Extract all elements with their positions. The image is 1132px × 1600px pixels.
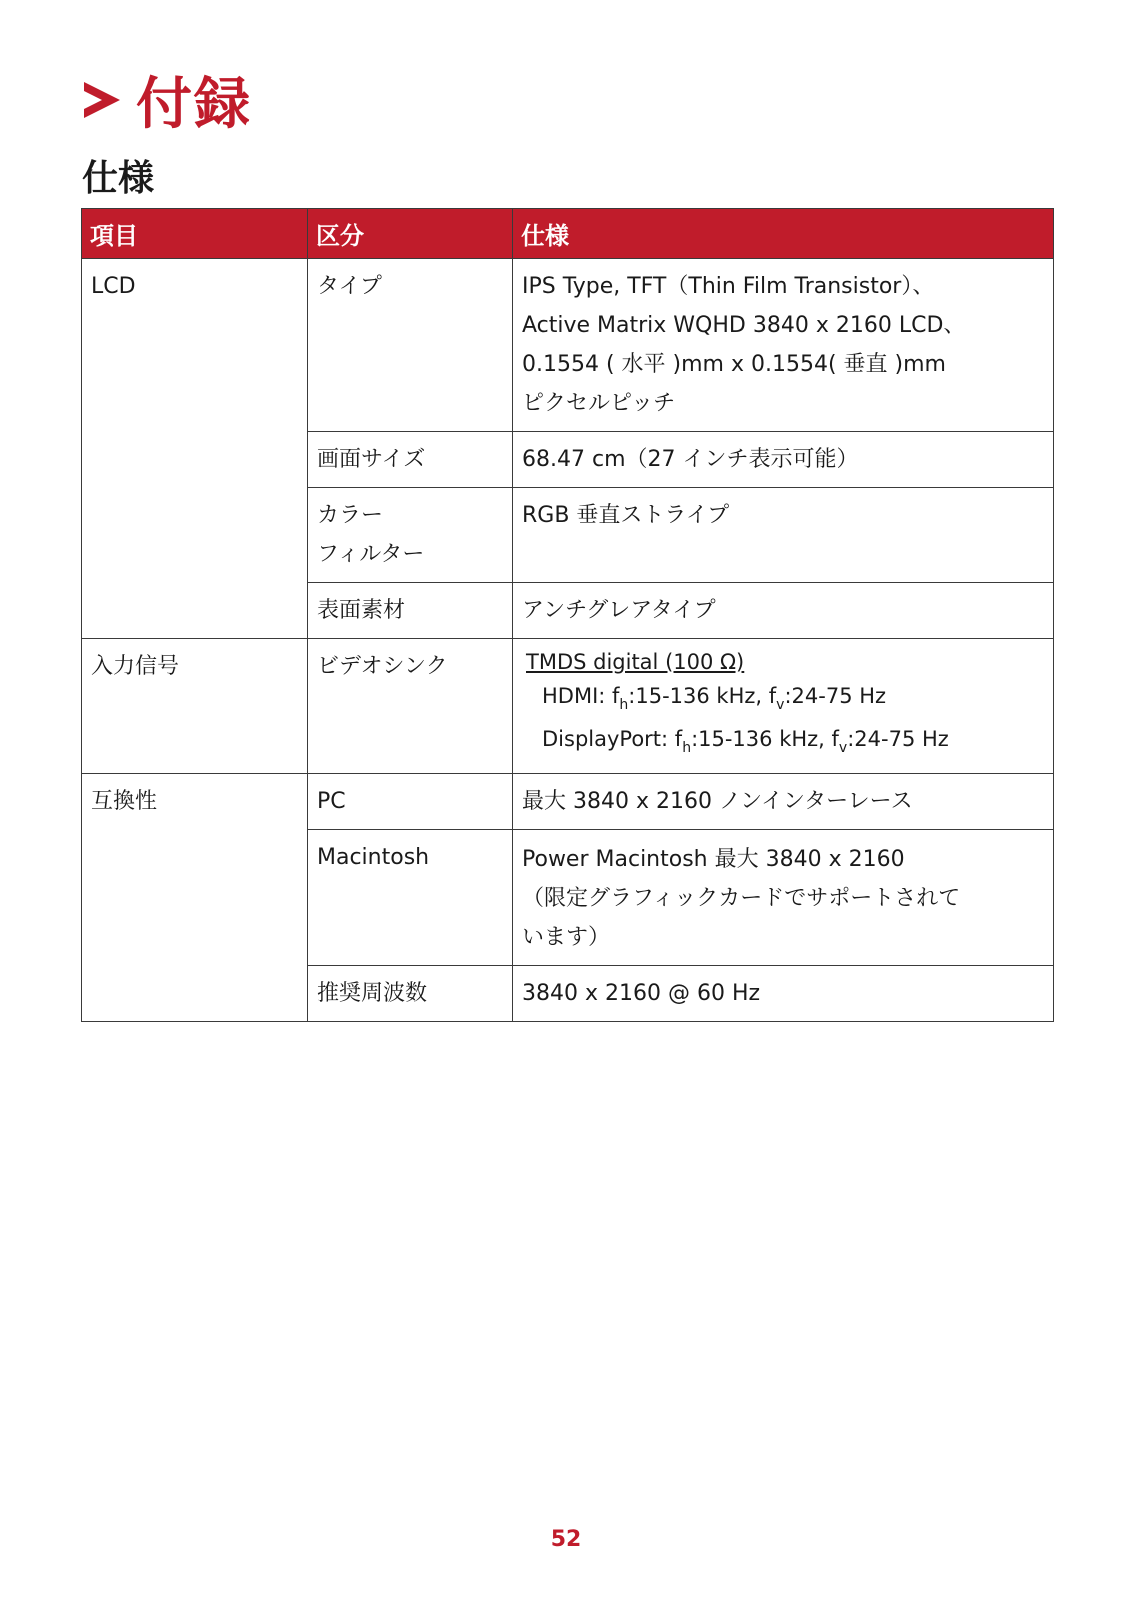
row-label-color-filter: [308, 488, 513, 583]
row-value-recommended: 3840 x 2160 @ 60 Hz: [513, 966, 1054, 1022]
row-value-pc: 最大 3840 x 2160 ノンインターレース: [513, 774, 1054, 830]
row-label-surface: 表面素材: [308, 583, 513, 639]
color-filter-label-line: フィルター: [317, 542, 425, 567]
type-line: IPS Type, TFT（Thin Film Transistor）、: [522, 274, 935, 299]
displayport-prefix: DisplayPort: f: [542, 727, 683, 751]
hdmi-v-range: :24-75 Hz: [784, 684, 887, 708]
row-value-screen-size: 68.47 cm（27 インチ表示可能）: [513, 432, 1054, 488]
page-title: 付録: [136, 72, 252, 137]
table-row: [82, 639, 1054, 774]
type-line: ピクセルピッチ: [522, 391, 676, 416]
row-value-video-sync: [513, 639, 1054, 774]
displayport-v-range: :24-75 Hz: [847, 727, 949, 751]
header-category: 区分: [308, 209, 513, 259]
table-row: [82, 774, 1054, 830]
hdmi-line: [522, 679, 1044, 722]
row-label-type: タイプ: [308, 259, 513, 432]
tmds-title: TMDS digital (100 Ω): [526, 650, 745, 674]
displayport-h-subscript: h: [682, 740, 692, 756]
row-value-color-filter: RGB 垂直ストライプ: [513, 488, 1054, 583]
type-line: 0.1554 ( 水平 )mm x 0.1554( 垂直 )mm: [522, 352, 946, 377]
displayport-line: [522, 722, 1044, 765]
group-input-signal: 入力信号: [82, 639, 308, 774]
table-row: [82, 259, 1054, 432]
row-value-type: [513, 259, 1054, 432]
spec-table: [81, 208, 1054, 1022]
group-compatibility: 互換性: [82, 774, 308, 1022]
hdmi-h-subscript: h: [619, 697, 629, 713]
row-label-macintosh: Macintosh: [308, 830, 513, 966]
table-header-row: [82, 209, 1054, 259]
row-value-surface: アンチグレアタイプ: [513, 583, 1054, 639]
displayport-v-subscript: v: [838, 740, 848, 756]
row-label-pc: PC: [308, 774, 513, 830]
color-filter-label-line: カラー: [317, 503, 384, 528]
macintosh-line: います）: [522, 925, 611, 950]
macintosh-line: （限定グラフィックカードでサポートされて: [522, 886, 961, 911]
type-line: Active Matrix WQHD 3840 x 2160 LCD、: [522, 313, 966, 338]
page-number: 52: [550, 1527, 582, 1552]
row-label-recommended: 推奨周波数: [308, 966, 513, 1022]
macintosh-line: Power Macintosh 最大 3840 x 2160: [522, 847, 905, 872]
hdmi-h-range: :15-136 kHz, f: [628, 684, 777, 708]
row-value-macintosh: [513, 830, 1054, 966]
header-item: 項目: [82, 209, 308, 259]
header-spec: 仕様: [513, 209, 1054, 259]
hdmi-prefix: HDMI: f: [542, 684, 620, 708]
appendix-heading: [80, 64, 252, 136]
displayport-h-range: :15-136 kHz, f: [691, 727, 839, 751]
section-title: 仕様: [82, 158, 155, 199]
group-lcd: LCD: [82, 259, 308, 639]
row-label-screen-size: 画面サイズ: [308, 432, 513, 488]
row-label-video-sync: ビデオシンク: [308, 639, 513, 774]
chevron-right-icon: [80, 78, 124, 122]
hdmi-v-subscript: v: [776, 697, 785, 713]
